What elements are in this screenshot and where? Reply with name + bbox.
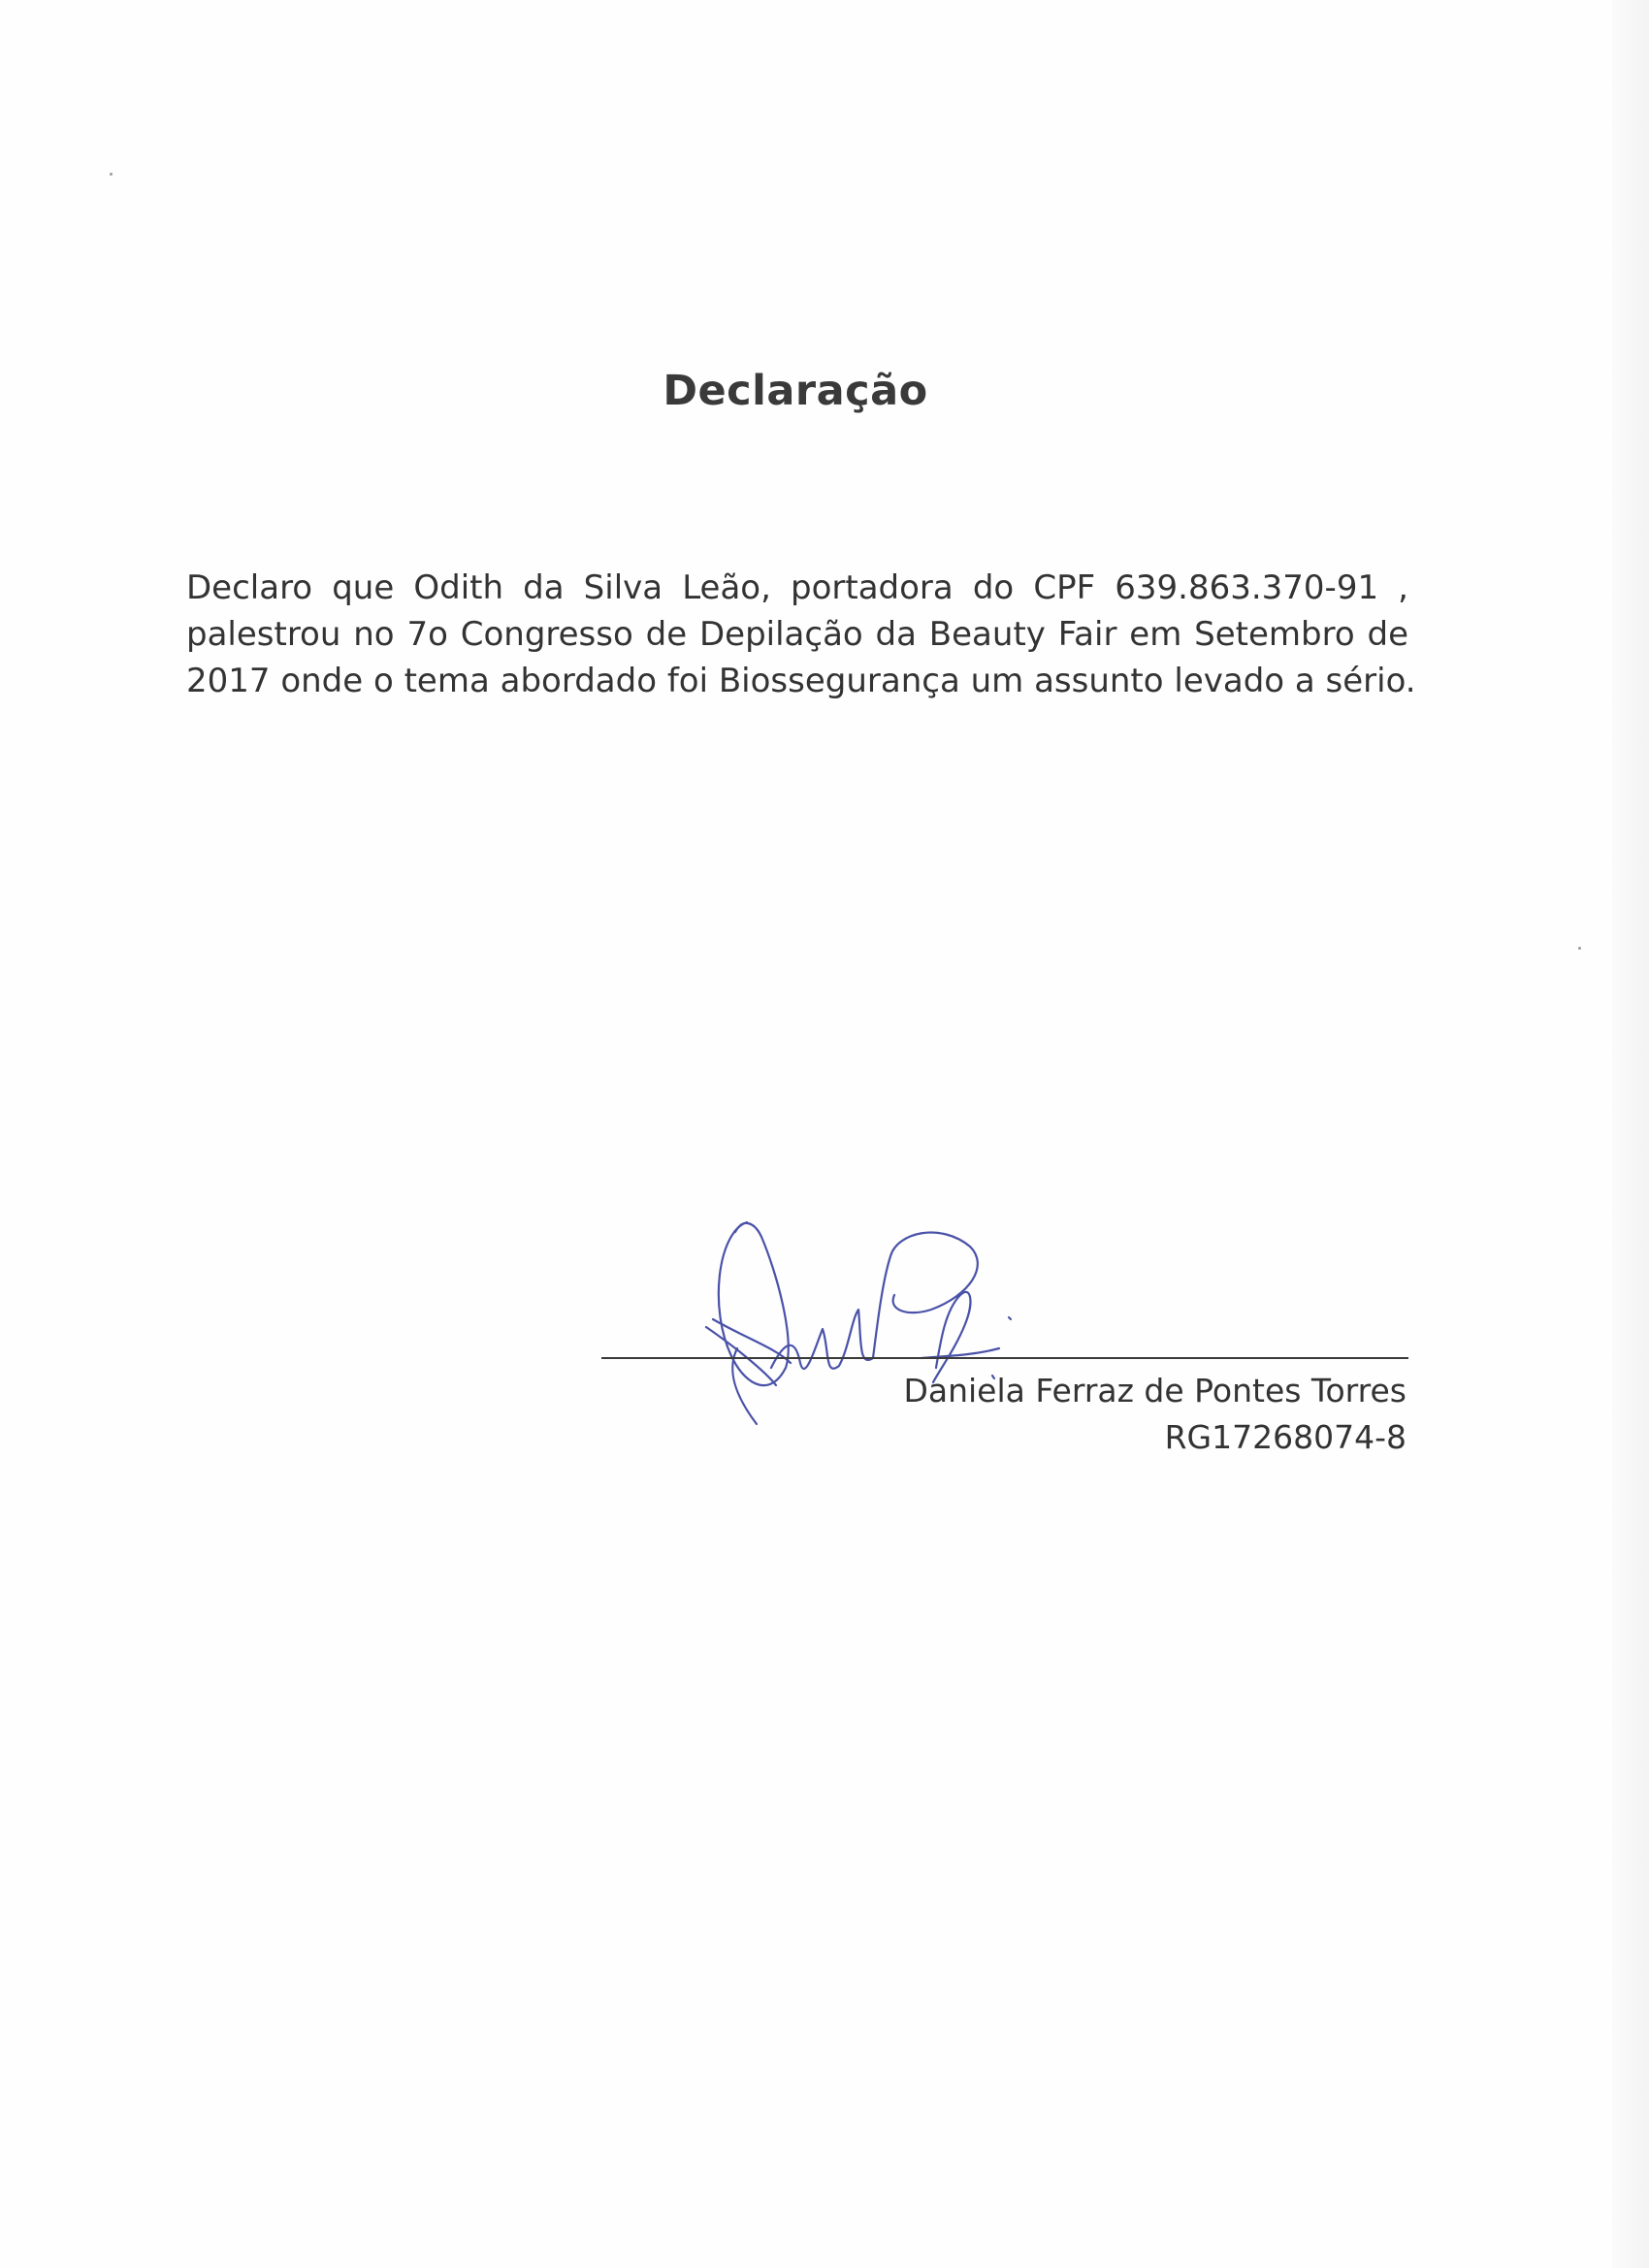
paper-speck [1578,947,1581,950]
declaration-line-2: palestrou no 7o Congresso de Depilação da Beauty Fair em Setembro de [186,615,1408,654]
signer-id: RG17268074-8 [1164,1418,1406,1456]
declaration-line-1: Declaro que Odith da Silva Leão, portadora do CPF 639.863.370-91 , [186,568,1408,607]
signer-name: Daniela Ferraz de Pontes Torres [903,1372,1406,1409]
declaration-body [186,565,1416,704]
paper-speck [110,173,113,176]
document-title: Declaração [663,367,928,415]
page-edge-shadow [1612,0,1649,2268]
signature-line [601,1357,1408,1359]
declaration-line-3: 2017 onde o tema abordado foi Biossegurança um assunto levado a sério. [186,662,1416,700]
